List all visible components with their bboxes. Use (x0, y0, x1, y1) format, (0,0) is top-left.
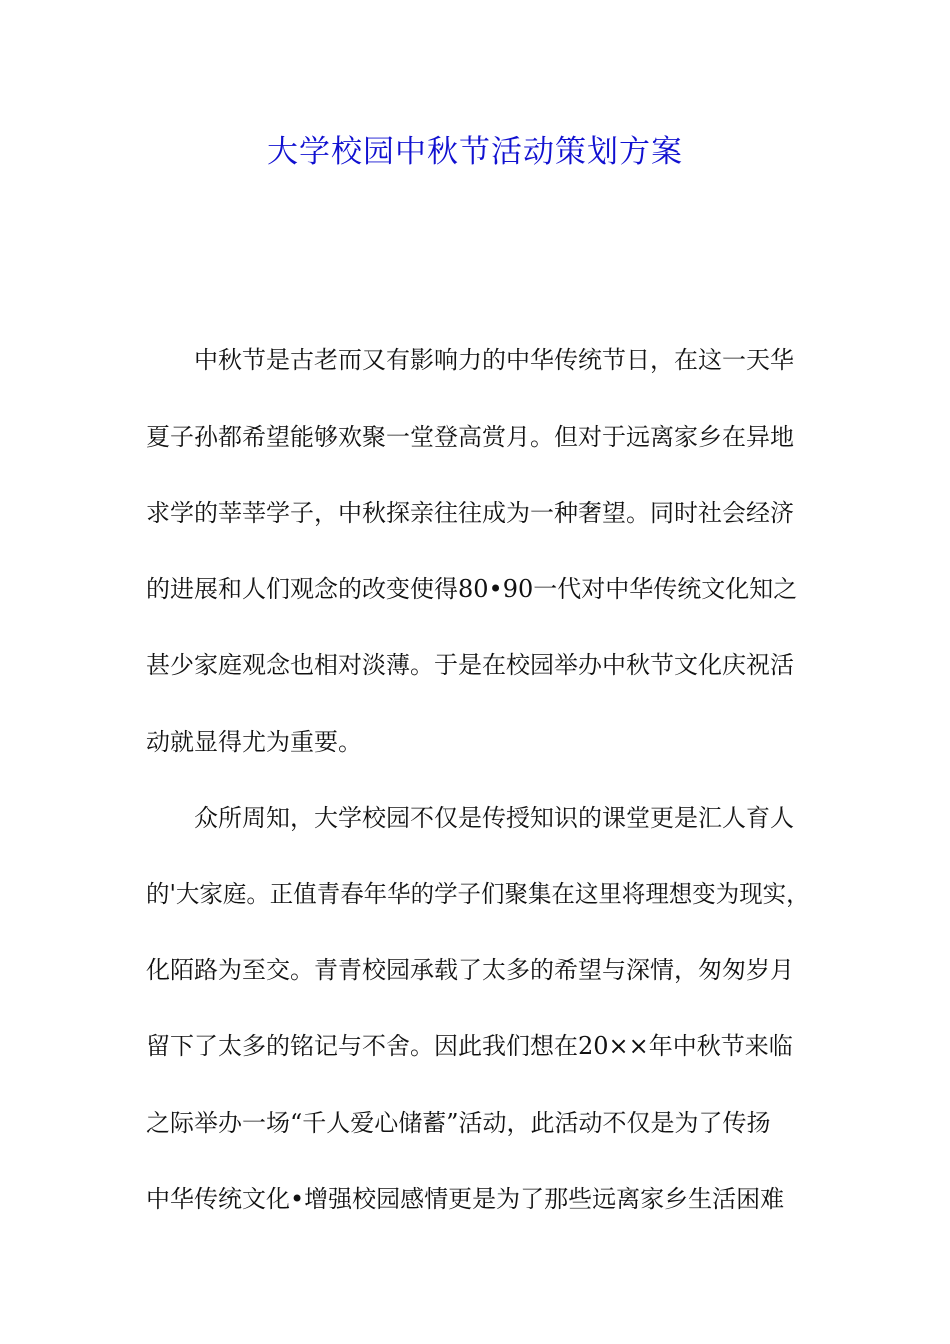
text-line: 化陌路为至交。青青校园承载了太多的希望与深情，匆匆岁月 (146, 956, 794, 984)
text-line: 之际举办一场“千人爱心储蓄”活动，此活动不仅是为了传扬 (146, 1109, 771, 1137)
text-line: 留下了太多的铭记与不舍。因此我们想在20××年中秋节来临 (146, 1032, 793, 1060)
text-line: 夏子孙都希望能够欢聚一堂登高赏月。但对于远离家乡在异地 (146, 423, 794, 451)
text-line: 中秋节是古老而又有影响力的中华传统节日，在这一天华 (194, 346, 794, 374)
text-line: 求学的莘莘学子，中秋探亲往往成为一种奢望。同时社会经济 (146, 499, 794, 527)
text-line: 的'大家庭。正值青春年华的学子们聚集在这里将理想变为现实， (146, 880, 810, 908)
document-title: 大学校园中秋节活动策划方案 (267, 134, 683, 170)
text-line: 的进展和人们观念的改变使得80•90一代对中华传统文化知之 (146, 575, 798, 603)
text-line: 中华传统文化•增强校园感情更是为了那些远离家乡生活困难 (146, 1185, 785, 1213)
text-line: 动就显得尤为重要。 (146, 728, 362, 756)
text-line: 众所周知，大学校园不仅是传授知识的课堂更是汇人育人 (194, 804, 794, 832)
text-line: 甚少家庭观念也相对淡薄。于是在校园举办中秋节文化庆祝活 (146, 651, 794, 679)
